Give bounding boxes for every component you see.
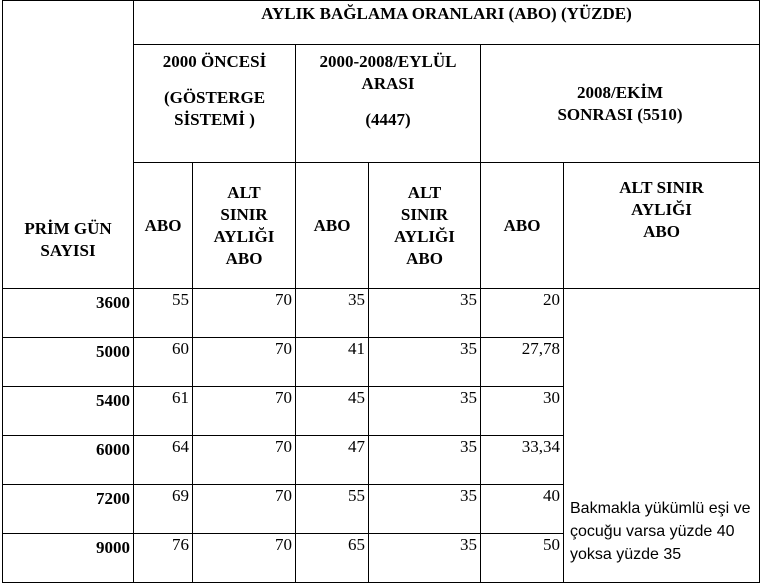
value-cell: 20 <box>481 289 564 338</box>
value-cell: 60 <box>134 338 193 387</box>
value-cell: 41 <box>296 338 369 387</box>
prim-gun-cell: 6000 <box>3 436 134 485</box>
alt-sinir-header-line: ALT SINIR <box>619 178 704 197</box>
group-header-2000-2008 <box>296 45 481 163</box>
value-cell: 69 <box>134 485 193 534</box>
alt-sinir-note: Bakmakla yükümlü eşi ve çocuğu varsa yüzde 40 yoksa yüzde 35 <box>564 289 760 583</box>
value-cell: 70 <box>193 436 296 485</box>
value-cell: 70 <box>193 387 296 436</box>
value-cell: 35 <box>369 387 481 436</box>
table-title: AYLIK BAĞLAMA ORANLARI (ABO) (YÜZDE) <box>134 1 760 45</box>
value-cell: 35 <box>369 534 481 583</box>
table-row <box>3 289 760 338</box>
group-header-post-2008 <box>481 45 760 163</box>
value-cell: 70 <box>193 338 296 387</box>
value-cell: 35 <box>369 338 481 387</box>
alt-sinir-header-line: ABO <box>225 248 263 268</box>
value-cell: 64 <box>134 436 193 485</box>
value-cell: 55 <box>134 289 193 338</box>
value-cell: 65 <box>296 534 369 583</box>
value-cell: 35 <box>369 289 481 338</box>
group-header-line: ARASI <box>361 74 415 93</box>
prim-gun-cell: 7200 <box>3 485 134 534</box>
prim-gun-header <box>3 1 134 289</box>
prim-gun-cell: 5400 <box>3 387 134 436</box>
value-cell: 55 <box>296 485 369 534</box>
value-cell: 47 <box>296 436 369 485</box>
value-cell: 27,78 <box>481 338 564 387</box>
value-cell: 70 <box>193 289 296 338</box>
group-header-line: (GÖSTERGE <box>163 88 266 107</box>
alt-sinir-header-line: AYLIĞI <box>213 226 275 246</box>
alt-sinir-header <box>193 163 296 289</box>
alt-sinir-header-line: ABO <box>406 248 443 268</box>
value-cell: 35 <box>296 289 369 338</box>
group-header-line: 2000-2008/EYLÜL <box>319 52 457 71</box>
alt-sinir-header-line: ABO <box>643 222 680 241</box>
alt-sinir-header-line: ALT <box>407 182 442 202</box>
group-header-line: SONRASI (5510) <box>557 104 683 124</box>
prim-gun-header-line1: PRİM GÜN <box>24 219 112 238</box>
value-cell: 35 <box>369 485 481 534</box>
value-cell: 35 <box>369 436 481 485</box>
prim-gun-header-line2: SAYISI <box>40 241 96 260</box>
abo-header: ABO <box>481 163 564 289</box>
value-cell: 70 <box>193 534 296 583</box>
group-header-line: (4447) <box>365 110 411 129</box>
value-cell: 40 <box>481 485 564 534</box>
alt-sinir-header-line: SINIR <box>220 204 268 224</box>
prim-gun-cell: 9000 <box>3 534 134 583</box>
abo-rates-table <box>2 0 760 583</box>
alt-sinir-header-line: AYLIĞI <box>631 200 692 219</box>
value-cell: 76 <box>134 534 193 583</box>
value-cell: 33,34 <box>481 436 564 485</box>
alt-sinir-header <box>369 163 481 289</box>
abo-header: ABO <box>134 163 193 289</box>
value-cell: 45 <box>296 387 369 436</box>
abo-header: ABO <box>296 163 369 289</box>
prim-gun-cell: 5000 <box>3 338 134 387</box>
value-cell: 70 <box>193 485 296 534</box>
value-cell: 61 <box>134 387 193 436</box>
alt-sinir-header-line: AYLIĞI <box>394 226 455 246</box>
group-header-line: 2008/EKİM <box>577 82 663 102</box>
prim-gun-cell: 3600 <box>3 289 134 338</box>
alt-sinir-header-line: ALT <box>227 182 261 202</box>
group-header-line: SİSTEMİ ) <box>174 110 255 129</box>
alt-sinir-header-line: SINIR <box>400 204 449 224</box>
group-header-pre-2000 <box>134 45 296 163</box>
alt-sinir-header-last <box>564 163 760 289</box>
value-cell: 50 <box>481 534 564 583</box>
group-header-line: 2000 ÖNCESİ <box>162 52 267 71</box>
value-cell: 30 <box>481 387 564 436</box>
